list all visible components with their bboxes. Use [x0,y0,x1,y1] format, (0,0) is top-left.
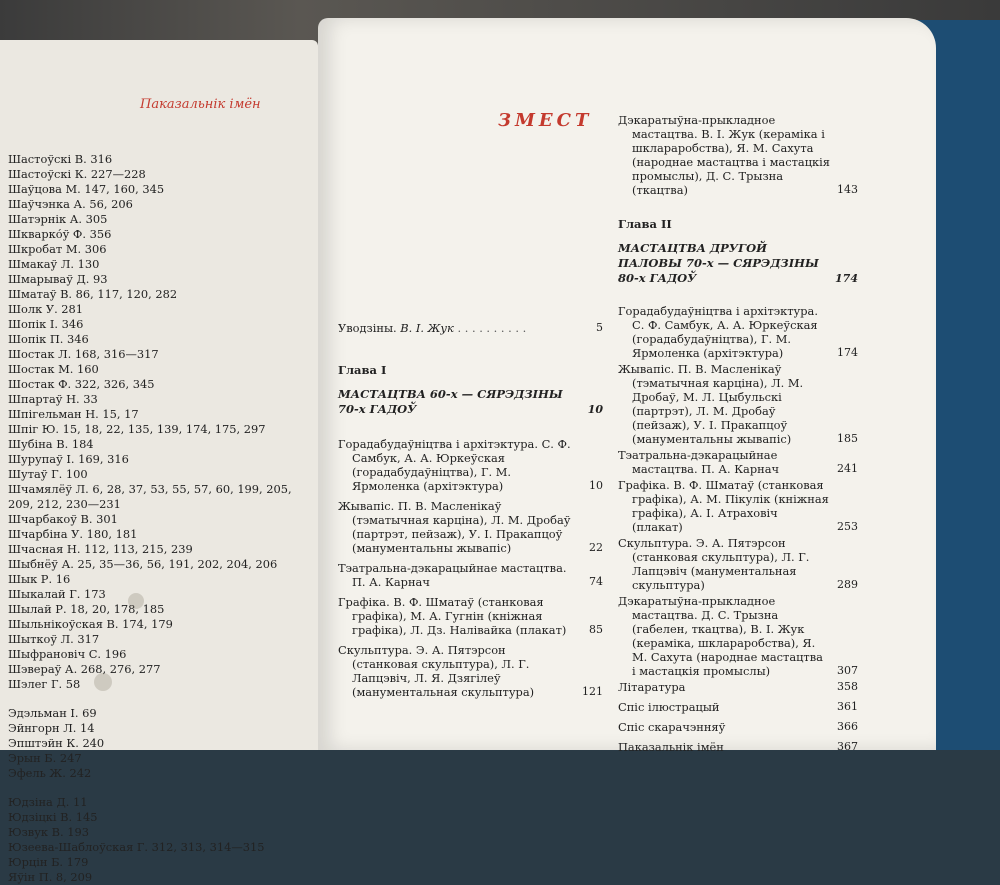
index-entry: Шмакаў Л. 130 [8,257,100,271]
page-number: 5 [596,321,603,334]
intro-label: Уводзіны. [338,321,397,335]
page-number: 174 [835,272,858,285]
index-entry: Шостак М. 160 [8,362,99,376]
page-number: 241 [837,462,858,475]
toc-entry[interactable]: Графіка. В. Ф. Шматаў (станковая графіка), А. М. Пікулік (кніжная графіка), А. І. Атраховіч (плакат) 253 [618,478,858,534]
index-entry: Шчарбакоў В. 301 [8,512,118,526]
page-number: 361 [837,700,858,713]
index-entry: Шкробат М. 306 [8,242,107,256]
index-entry: Шык Р. 16 [8,572,71,586]
index-entry: Шчарбіна У. 180, 181 [8,527,138,541]
name-index-list [8,152,292,885]
index-entry: Шчамялёў Л. 6, 28, 37, 53, 55, 57, 60, 199, 205, [8,482,292,496]
stain [94,673,112,691]
page-number: 121 [582,685,603,698]
toc-entry-intro[interactable]: Уводзіны. В. І. Жук . . . . . . . . . . 5 [338,321,603,335]
chapter-2-title[interactable]: МАСТАЦТВА ДРУГОЙ ПАЛОВЫ 70-х — СЯРЭДЗІНЫ 80-х ГАДОЎ 174 [618,241,858,285]
intro-author: В. І. Жук [400,321,454,335]
toc-entry[interactable]: Тэатральна-дэкарацыйнае мастацтва. П. А. Карнач 241 [618,448,858,476]
index-entry: Шэлег Г. 58 [8,677,81,691]
index-entry: Шаўчэнка А. 56, 206 [8,197,133,211]
index-entry: Юзеева-Шаблоўская Г. 312, 313, 314—315 [8,840,265,854]
index-entry: Яўін П. 8, 209 [8,870,93,884]
index-entry: Эфель Ж. 242 [8,766,92,780]
index-entry: Эпштэйн К. 240 [8,736,105,750]
index-entry: Шостак Ф. 322, 326, 345 [8,377,155,391]
toc-entry[interactable]: Тэатральна-дэкарацыйнае мастацтва. П. А. Карнач 74 [338,561,603,589]
index-entry: Шубіна В. 184 [8,437,94,451]
index-entry: Шыбнёў А. 25, 35—36, 56, 191, 202, 204, 206 [8,557,278,571]
index-entry: Шыльнікоўская В. 174, 179 [8,617,173,631]
index-entry: Шастоўскі В. 316 [8,152,113,166]
toc-entry[interactable]: Горадабудаўніцтва і архітэктура. С. Ф. Самбук, А. А. Юркеўская (горадабудаўніцтва), Г. М. Ярмоленка (архітэктура) 174 [618,304,858,360]
index-entry: Шкварко́ў Ф. 356 [8,227,112,241]
index-entry: Шылай Р. 18, 20, 178, 185 [8,602,165,616]
index-entry: Шаўцова М. 147, 160, 345 [8,182,165,196]
index-entry: Юрцін Б. 179 [8,855,89,869]
index-entry: Шопік І. 346 [8,317,84,331]
index-entry: Эйнгорн Л. 14 [8,721,95,735]
index-entry: Шчасная Н. 112, 113, 215, 239 [8,542,193,556]
index-entry: Юдзіцкі В. 145 [8,810,98,824]
toc-entry[interactable]: Спіс ілюстрацый 361 [618,700,858,714]
stain [128,593,144,609]
index-entry: 209, 212, 230—231 [8,497,121,511]
toc-entry[interactable]: Дэкаратыўна-прыкладное мастацтва. В. І. Жук (кераміка і шклараробства), Я. М. Сахута (народнае мастацтва і мастацкія промыслы), Д. С. Трызна (ткацтва) 143 [618,113,858,197]
index-entry: Эрын Б. 247 [8,751,82,765]
index-entry: Шыткоў Л. 317 [8,632,100,646]
index-entry: Шатэрнік А. 305 [8,212,108,226]
index-entry: Шмарываў Д. 93 [8,272,108,286]
toc-title: ЗМЕСТ [498,110,593,131]
toc-entry[interactable]: Спіс скарачэнняў 366 [618,720,858,734]
index-entry: Шматаў В. 86, 117, 120, 282 [8,287,178,301]
page-number: 307 [837,664,858,677]
page-number: 143 [837,183,858,196]
index-entry: Юдзіна Д. 11 [8,795,88,809]
page-number: 367 [837,740,858,753]
index-entry: Шурупаў І. 169, 316 [8,452,129,466]
toc-entry[interactable]: Жывапіс. П. В. Масленікаў (тэматычная карціна), Л. М. Дробаў (партрэт, пейзаж), У. І. Пракапцоў (манументальны жывапіс) 22 [338,499,603,555]
toc-entry[interactable]: Горадабудаўніцтва і архітэктура. С. Ф. Самбук, А. А. Юркеўская (горадабудаўніцтва), Г. М. Ярмоленка (архітэктура) 10 [338,437,603,493]
toc-entry[interactable]: Літаратура 358 [618,680,858,694]
page-number: 358 [837,680,858,693]
index-entry: Шпартаў Н. 33 [8,392,98,406]
page-number: 185 [837,432,858,445]
index-entry: Шпіг Ю. 15, 18, 22, 135, 139, 174, 175, 297 [8,422,266,436]
index-entry: Шопік П. 346 [8,332,89,346]
chapter-1-title[interactable]: МАСТАЦТВА 60-х — СЯРЭДЗІНЫ 70-х ГАДОЎ 10 [338,387,603,416]
toc-entry[interactable]: Скульптура. Э. А. Пятэрсон (станковая скульптура), Л. Г. Лапцэвіч (манументальная скульптура) 289 [618,536,858,592]
index-entry: Шыкалай Г. 173 [8,587,106,601]
index-entry: Юзвук В. 193 [8,825,90,839]
index-entry: Шэвераў А. 268, 276, 277 [8,662,161,676]
chapter-1-head: Глава І [338,363,387,377]
page-number: 289 [837,578,858,591]
toc-column-1 [338,321,603,705]
index-entry: Шостак Л. 168, 316—317 [8,347,159,361]
toc-entry[interactable]: Скульптура. Э. А. Пятэрсон (станковая скульптура), Л. Г. Лапцэвіч, Л. Я. Дзягілеў (манументальная скульптура) 121 [338,643,603,699]
left-page [0,40,318,884]
page-number: 174 [837,346,858,359]
toc-column-2 [618,113,858,760]
index-entry: Шпігельман Н. 15, 17 [8,407,139,421]
index-entry: Шолк У. 281 [8,302,84,316]
toc-entry[interactable]: Паказальнік імён 367 [618,740,858,754]
right-page [318,18,936,754]
index-entry: Шастоўскі К. 227—228 [8,167,146,181]
toc-entry[interactable]: Жывапіс. П. В. Масленікаў (тэматычная карціна), Л. М. Дробаў, М. Л. Цыбульскі (партрэт), Л. М. Дробаў (пейзаж), У. І. Пракапцоў (манументальны жывапіс) 185 [618,362,858,446]
page-number: 10 [587,403,603,416]
index-entry: Шутаў Г. 100 [8,467,88,481]
toc-entry[interactable]: Дэкаратыўна-прыкладное мастацтва. Д. С. Трызна (габелен, ткацтва), В. І. Жук (кераміка, шклараробства), Я. М. Сахута (народнае мастацтва і мастацкія промыслы) 307 [618,594,858,678]
index-entry: Шыфрановіч С. 196 [8,647,127,661]
chapter-2-head: Глава ІІ [618,217,672,231]
page-number: 366 [837,720,858,733]
running-header: Паказальнік імён [140,97,261,112]
page-number: 253 [837,520,858,533]
toc-entry[interactable]: Графіка. В. Ф. Шматаў (станковая графіка), М. А. Гугнін (кніжная графіка), Л. Дз. Налівайка (плакат) 85 [338,595,603,637]
index-entry: Эдэльман І. 69 [8,706,97,720]
